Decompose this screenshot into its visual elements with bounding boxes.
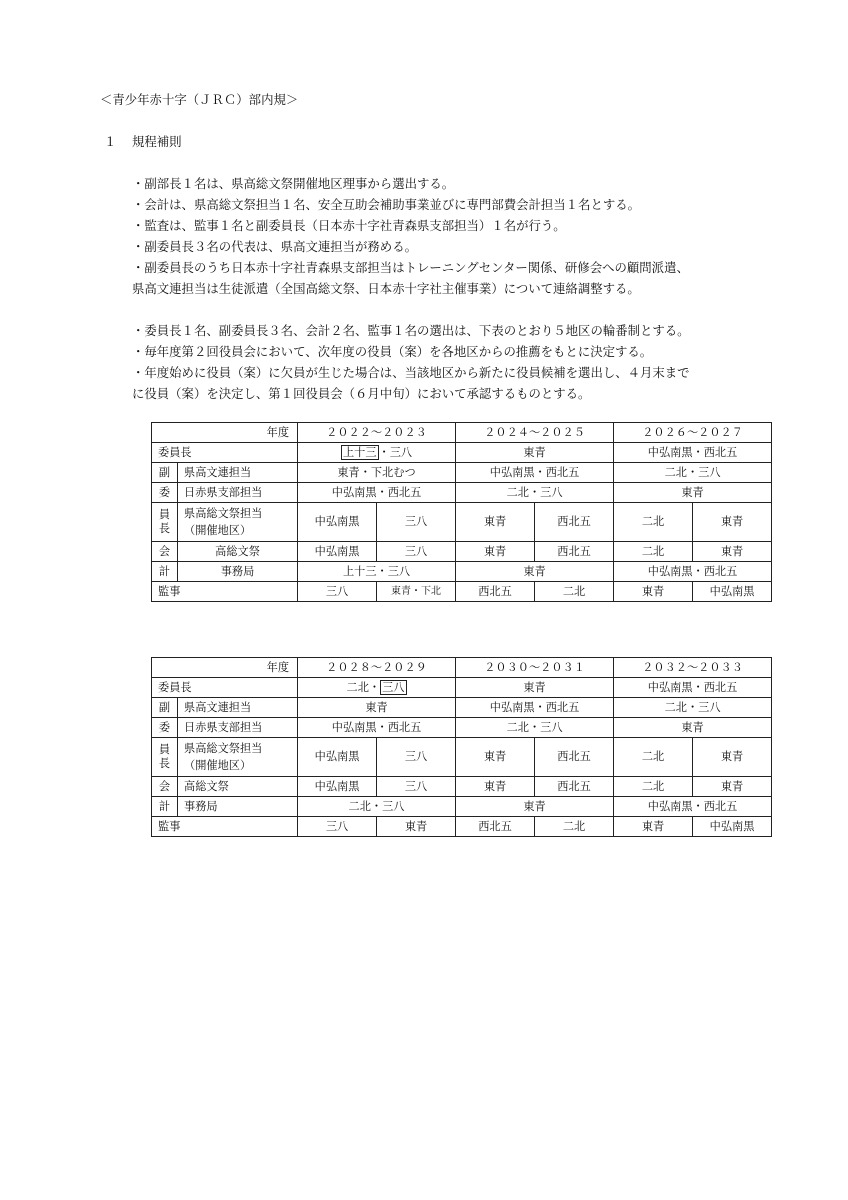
vice-koubunren-row xyxy=(152,463,772,483)
vice-koubunren-label: 県高文連担当 xyxy=(178,463,298,483)
vice-cell: 東青 xyxy=(298,698,456,718)
rule-line: ・毎年度第２回役員会において、次年度の役員（案）を各地区からの推薦をもとに決定する。 xyxy=(132,344,653,359)
auditor-cell: 西北五 xyxy=(456,817,535,837)
vice-cell: 西北五 xyxy=(535,503,614,542)
acct-cell: 上十三・三八 xyxy=(298,562,456,582)
vice-label-char: 員 xyxy=(158,743,171,756)
vice-cell: 中弘南黒 xyxy=(298,503,377,542)
vice-cell: 東青 xyxy=(614,718,772,738)
acct-cell: 東青 xyxy=(456,542,535,562)
year-header: ２０２２～２０２３ xyxy=(298,423,456,443)
vice-cell: 中弘南黒・西北五 xyxy=(456,463,614,483)
host-district-box: 三八 xyxy=(382,680,405,694)
rotation-table-1 xyxy=(151,422,772,602)
acct-office-label: 事務局 xyxy=(178,562,298,582)
vice-cell: 東青 xyxy=(456,503,535,542)
rule-line: ・副委員長３名の代表は、県高文連担当が務める。 xyxy=(132,239,417,254)
year-header: ２０２６～２０２７ xyxy=(614,423,772,443)
acct-label-char: 計 xyxy=(152,562,178,582)
auditor-cell: 二北 xyxy=(535,582,614,602)
vice-label-char: 副 xyxy=(152,698,178,718)
acct-cell: 中弘南黒 xyxy=(298,542,377,562)
auditor-cell: 西北五 xyxy=(456,582,535,602)
vice-label-char: 長 xyxy=(158,757,171,770)
auditor-cell: 三八 xyxy=(298,582,377,602)
acct-cell: 中弘南黒・西北五 xyxy=(614,797,772,817)
vice-nisseki-label: 日赤県支部担当 xyxy=(178,718,298,738)
auditor-cell: 東青 xyxy=(377,817,456,837)
vice-nisseki-label: 日赤県支部担当 xyxy=(178,483,298,503)
vice-cell: 二北 xyxy=(614,738,693,777)
chair-row xyxy=(152,443,772,463)
rule-line: に役員（案）を決定し、第１回役員会（６月中旬）において承認するものとする。 xyxy=(132,386,591,401)
year-row xyxy=(152,423,772,443)
acct-cell: 中弘南黒 xyxy=(298,777,377,797)
acct-label-char: 会 xyxy=(152,542,178,562)
acct-cell: 東青 xyxy=(693,777,772,797)
chair-cell: 中弘南黒・西北五 xyxy=(614,678,772,698)
vice-label-char-pair xyxy=(152,503,178,542)
vice-cell: 二北 xyxy=(614,503,693,542)
vice-cell: 中弘南黒・西北五 xyxy=(298,718,456,738)
acct-soubunsai-label: 高総文祭 xyxy=(178,777,298,797)
vice-cell: 三八 xyxy=(377,738,456,777)
year-label: 年度 xyxy=(152,423,298,443)
vice-cell: 二北・三八 xyxy=(614,698,772,718)
document-title: ＜青少年赤十字（ＪＲＣ）部内規＞ xyxy=(100,92,299,107)
vice-soubunsai-label xyxy=(178,738,298,777)
rule-line: ・副部長１名は、県高総文祭開催地区理事から選出する。 xyxy=(132,176,455,191)
acct-cell: 東青 xyxy=(456,777,535,797)
vice-cell: 二北・三八 xyxy=(456,483,614,503)
rule-line: ・委員長１名、副委員長３名、会計２名、監事１名の選出は、下表のとおり５地区の輪番制とする。 xyxy=(132,323,690,338)
rule-line: 県高文連担当は生徒派遣（全国高総文祭、日本赤十字社主催事業）について連絡調整する。 xyxy=(132,281,640,296)
vice-cell: 中弘南黒・西北五 xyxy=(298,483,456,503)
host-district-box: 上十三 xyxy=(342,445,377,459)
chair-cell xyxy=(298,678,456,698)
acct-cell: 西北五 xyxy=(535,777,614,797)
rule-line: ・年度始めに役員（案）に欠員が生じた場合は、当該地区から新たに役員候補を選出し、４月末まで xyxy=(132,365,690,380)
vice-soubunsai-label-1: 県高総文祭担当 xyxy=(184,742,263,755)
chair-text: 二北・ xyxy=(346,680,381,694)
vice-soubunsai-label-1: 県高総文祭担当 xyxy=(184,507,263,520)
vice-soubunsai-label-2: （開催地区） xyxy=(184,524,252,537)
auditor-cell: 東青 xyxy=(614,582,693,602)
acct-cell: 東青 xyxy=(693,542,772,562)
vice-soubunsai-row xyxy=(152,503,772,542)
vice-cell: 中弘南黒 xyxy=(298,738,377,777)
acct-soubunsai-row xyxy=(152,542,772,562)
acct-office-row xyxy=(152,562,772,582)
vice-cell: 三八 xyxy=(377,503,456,542)
chair-cell: 東青 xyxy=(456,443,614,463)
year-header: ２０３０～２０３１ xyxy=(456,658,614,678)
chair-label: 委員長 xyxy=(152,678,298,698)
acct-cell: 二北・三八 xyxy=(298,797,456,817)
chair-text: ・三八 xyxy=(378,445,413,459)
chair-cell: 東青 xyxy=(456,678,614,698)
vice-cell: 西北五 xyxy=(535,738,614,777)
vice-label-char: 員 xyxy=(158,508,171,521)
vice-cell: 東青 xyxy=(693,503,772,542)
vice-koubunren-label: 県高文連担当 xyxy=(178,698,298,718)
section-heading: 規程補則 xyxy=(132,134,182,149)
vice-cell: 東青・下北むつ xyxy=(298,463,456,483)
vice-label-char: 副 xyxy=(152,463,178,483)
vice-label-char: 長 xyxy=(158,522,171,535)
acct-cell: 中弘南黒・西北五 xyxy=(614,562,772,582)
vice-label-char: 委 xyxy=(152,718,178,738)
vice-cell: 東青 xyxy=(693,738,772,777)
vice-cell: 中弘南黒・西北五 xyxy=(456,698,614,718)
auditor-cell: 中弘南黒 xyxy=(693,582,772,602)
rule-line: ・会計は、県高総文祭担当１名、安全互助会補助事業並びに専門部費会計担当１名とする。 xyxy=(132,197,641,212)
acct-cell: 三八 xyxy=(377,542,456,562)
chair-cell xyxy=(298,443,456,463)
auditor-label: 監事 xyxy=(152,817,298,837)
auditor-label: 監事 xyxy=(152,582,298,602)
vice-nisseki-row xyxy=(152,718,772,738)
auditor-row xyxy=(152,582,772,602)
section-number: １ xyxy=(104,134,117,149)
auditor-cell: 三八 xyxy=(298,817,377,837)
vice-cell: 東青 xyxy=(456,738,535,777)
acct-cell: 東青 xyxy=(456,797,614,817)
auditor-cell: 中弘南黒 xyxy=(693,817,772,837)
auditor-cell: 東青 xyxy=(614,817,693,837)
acct-office-row xyxy=(152,797,772,817)
rule-line: ・監査は、監事１名と副委員長（日本赤十字社青森県支部担当）１名が行う。 xyxy=(132,218,566,233)
acct-cell: 二北 xyxy=(614,777,693,797)
year-label: 年度 xyxy=(152,658,298,678)
vice-cell: 東青 xyxy=(614,483,772,503)
vice-nisseki-row xyxy=(152,483,772,503)
acct-label-char: 計 xyxy=(152,797,178,817)
vice-soubunsai-label-2: （開催地区） xyxy=(184,759,252,772)
rotation-table-2 xyxy=(151,657,772,837)
vice-soubunsai-label xyxy=(178,503,298,542)
chair-row xyxy=(152,678,772,698)
year-header: ２０２８～２０２９ xyxy=(298,658,456,678)
vice-cell: 二北・三八 xyxy=(456,718,614,738)
acct-soubunsai-row xyxy=(152,777,772,797)
chair-label: 委員長 xyxy=(152,443,298,463)
acct-cell: 二北 xyxy=(614,542,693,562)
acct-cell: 東青 xyxy=(456,562,614,582)
acct-cell: 三八 xyxy=(377,777,456,797)
year-header: ２０２４～２０２５ xyxy=(456,423,614,443)
rule-line: ・副委員長のうち日本赤十字社青森県支部担当はトレーニングセンター関係、研修会への顧問派遣、 xyxy=(132,260,689,275)
auditor-cell: 東青・下北 xyxy=(377,582,456,602)
acct-soubunsai-label: 高総文祭 xyxy=(178,542,298,562)
auditor-row xyxy=(152,817,772,837)
vice-label-char: 委 xyxy=(152,483,178,503)
vice-soubunsai-row xyxy=(152,738,772,777)
vice-label-char-pair xyxy=(152,738,178,777)
vice-cell: 二北・三八 xyxy=(614,463,772,483)
acct-office-label: 事務局 xyxy=(178,797,298,817)
year-header: ２０３２～２０３３ xyxy=(614,658,772,678)
year-row xyxy=(152,658,772,678)
acct-cell: 西北五 xyxy=(535,542,614,562)
chair-cell: 中弘南黒・西北五 xyxy=(614,443,772,463)
vice-koubunren-row xyxy=(152,698,772,718)
acct-label-char: 会 xyxy=(152,777,178,797)
auditor-cell: 二北 xyxy=(535,817,614,837)
